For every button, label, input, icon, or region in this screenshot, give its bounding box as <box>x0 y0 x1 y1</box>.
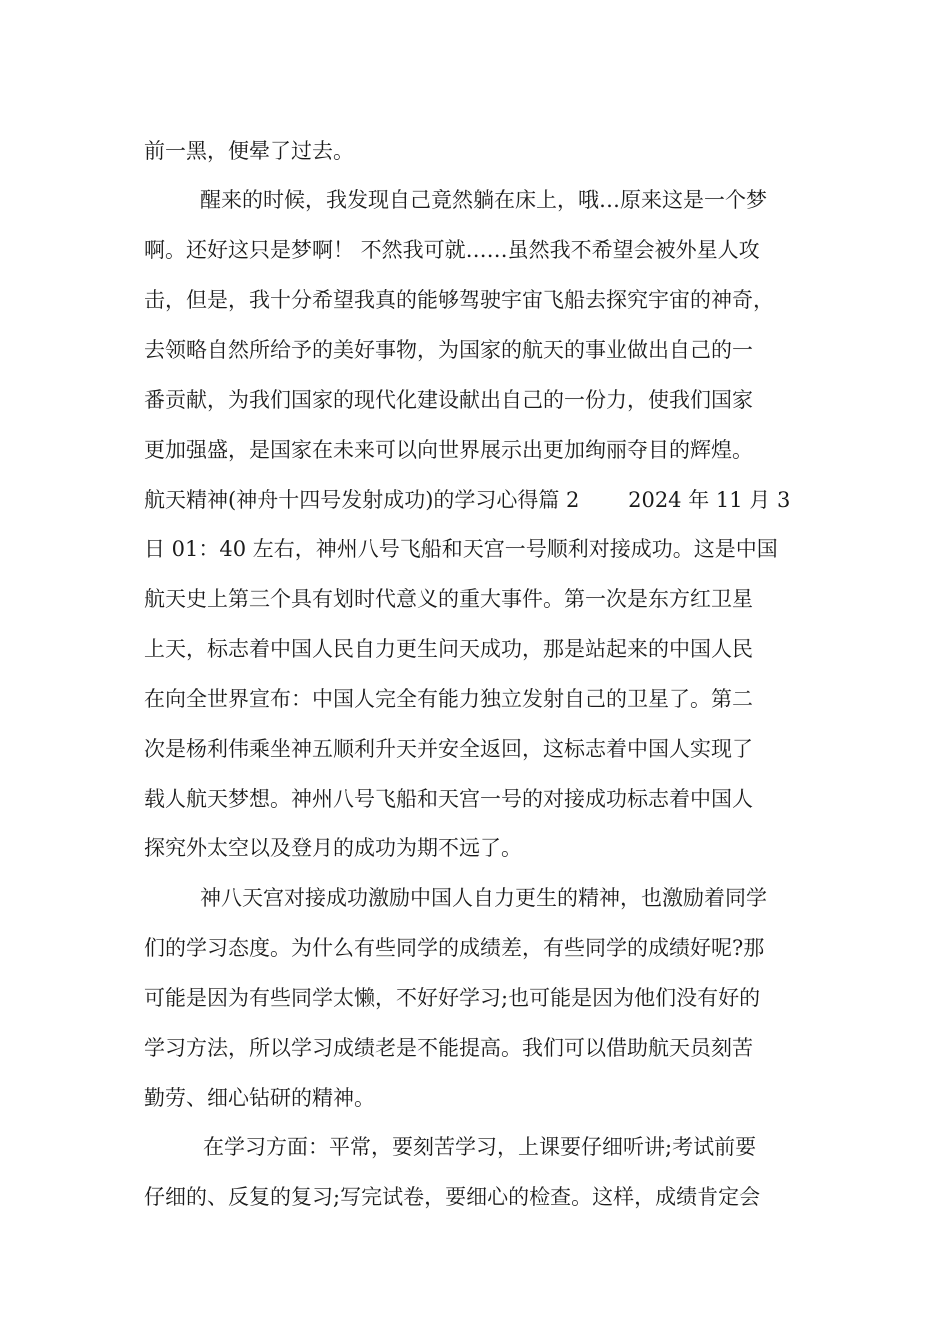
text-line: 击，但是，我十分希望我真的能够驾驶宇宙飞船去探究宇宙的神奇， <box>144 288 774 312</box>
text-line: 啊。还好这只是梦啊！ 不然我可就……虽然我不希望会被外星人攻 <box>144 238 760 262</box>
text-line: 日 01：40 左右，神州八号飞船和天宫一号顺利对接成功。这是中国 <box>144 537 778 561</box>
text-line: 仔细的、反复的复习;写完试卷，要细心的检查。这样，成绩肯定会 <box>144 1185 761 1209</box>
text-line: 探究外太空以及登月的成功为期不远了。 <box>144 836 522 860</box>
text-line: 更加强盛，是国家在未来可以向世界展示出更加绚丽夺目的辉煌。 <box>144 438 753 462</box>
text-line: 前一黑，便晕了过去。 <box>144 139 354 163</box>
section-heading-line: 航天精神(神舟十四号发射成功)的学习心得篇 2 2024 年 11 月 3 <box>144 488 791 512</box>
text-line: 神八天宫对接成功激励中国人自力更生的精神，也激励着同学 <box>200 886 767 910</box>
text-line: 次是杨利伟乘坐神五顺利升天并安全返回，这标志着中国人实现了 <box>144 737 753 761</box>
text-line: 在向全世界宣布：中国人完全有能力独立发射自己的卫星了。第二 <box>144 687 753 711</box>
text-line: 醒来的时候，我发现自己竟然躺在床上，哦…原来这是一个梦 <box>200 188 767 212</box>
text-line: 上天，标志着中国人民自力更生问天成功，那是站起来的中国人民 <box>144 637 753 661</box>
text-line: 航天史上第三个具有划时代意义的重大事件。第一次是东方红卫星 <box>144 587 753 611</box>
text-line: 们的学习态度。为什么有些同学的成绩差，有些同学的成绩好呢?那 <box>144 936 765 960</box>
text-line: 去领略自然所给予的美好事物，为国家的航天的事业做出自己的一 <box>144 338 753 362</box>
text-line: 番贡献，为我们国家的现代化建设献出自己的一份力，使我们国家 <box>144 388 753 412</box>
text-line: 可能是因为有些同学太懒，不好好学习;也可能是因为他们没有好的 <box>144 986 761 1010</box>
text-line: 载人航天梦想。神州八号飞船和天宫一号的对接成功标志着中国人 <box>144 787 753 811</box>
text-line: 学习方法，所以学习成绩老是不能提高。我们可以借助航天员刻苦 <box>144 1036 753 1060</box>
text-line: 在学习方面：平常，要刻苦学习，上课要仔细听讲;考试前要 <box>203 1135 757 1159</box>
text-line: 勤劳、细心钻研的精神。 <box>144 1086 375 1110</box>
